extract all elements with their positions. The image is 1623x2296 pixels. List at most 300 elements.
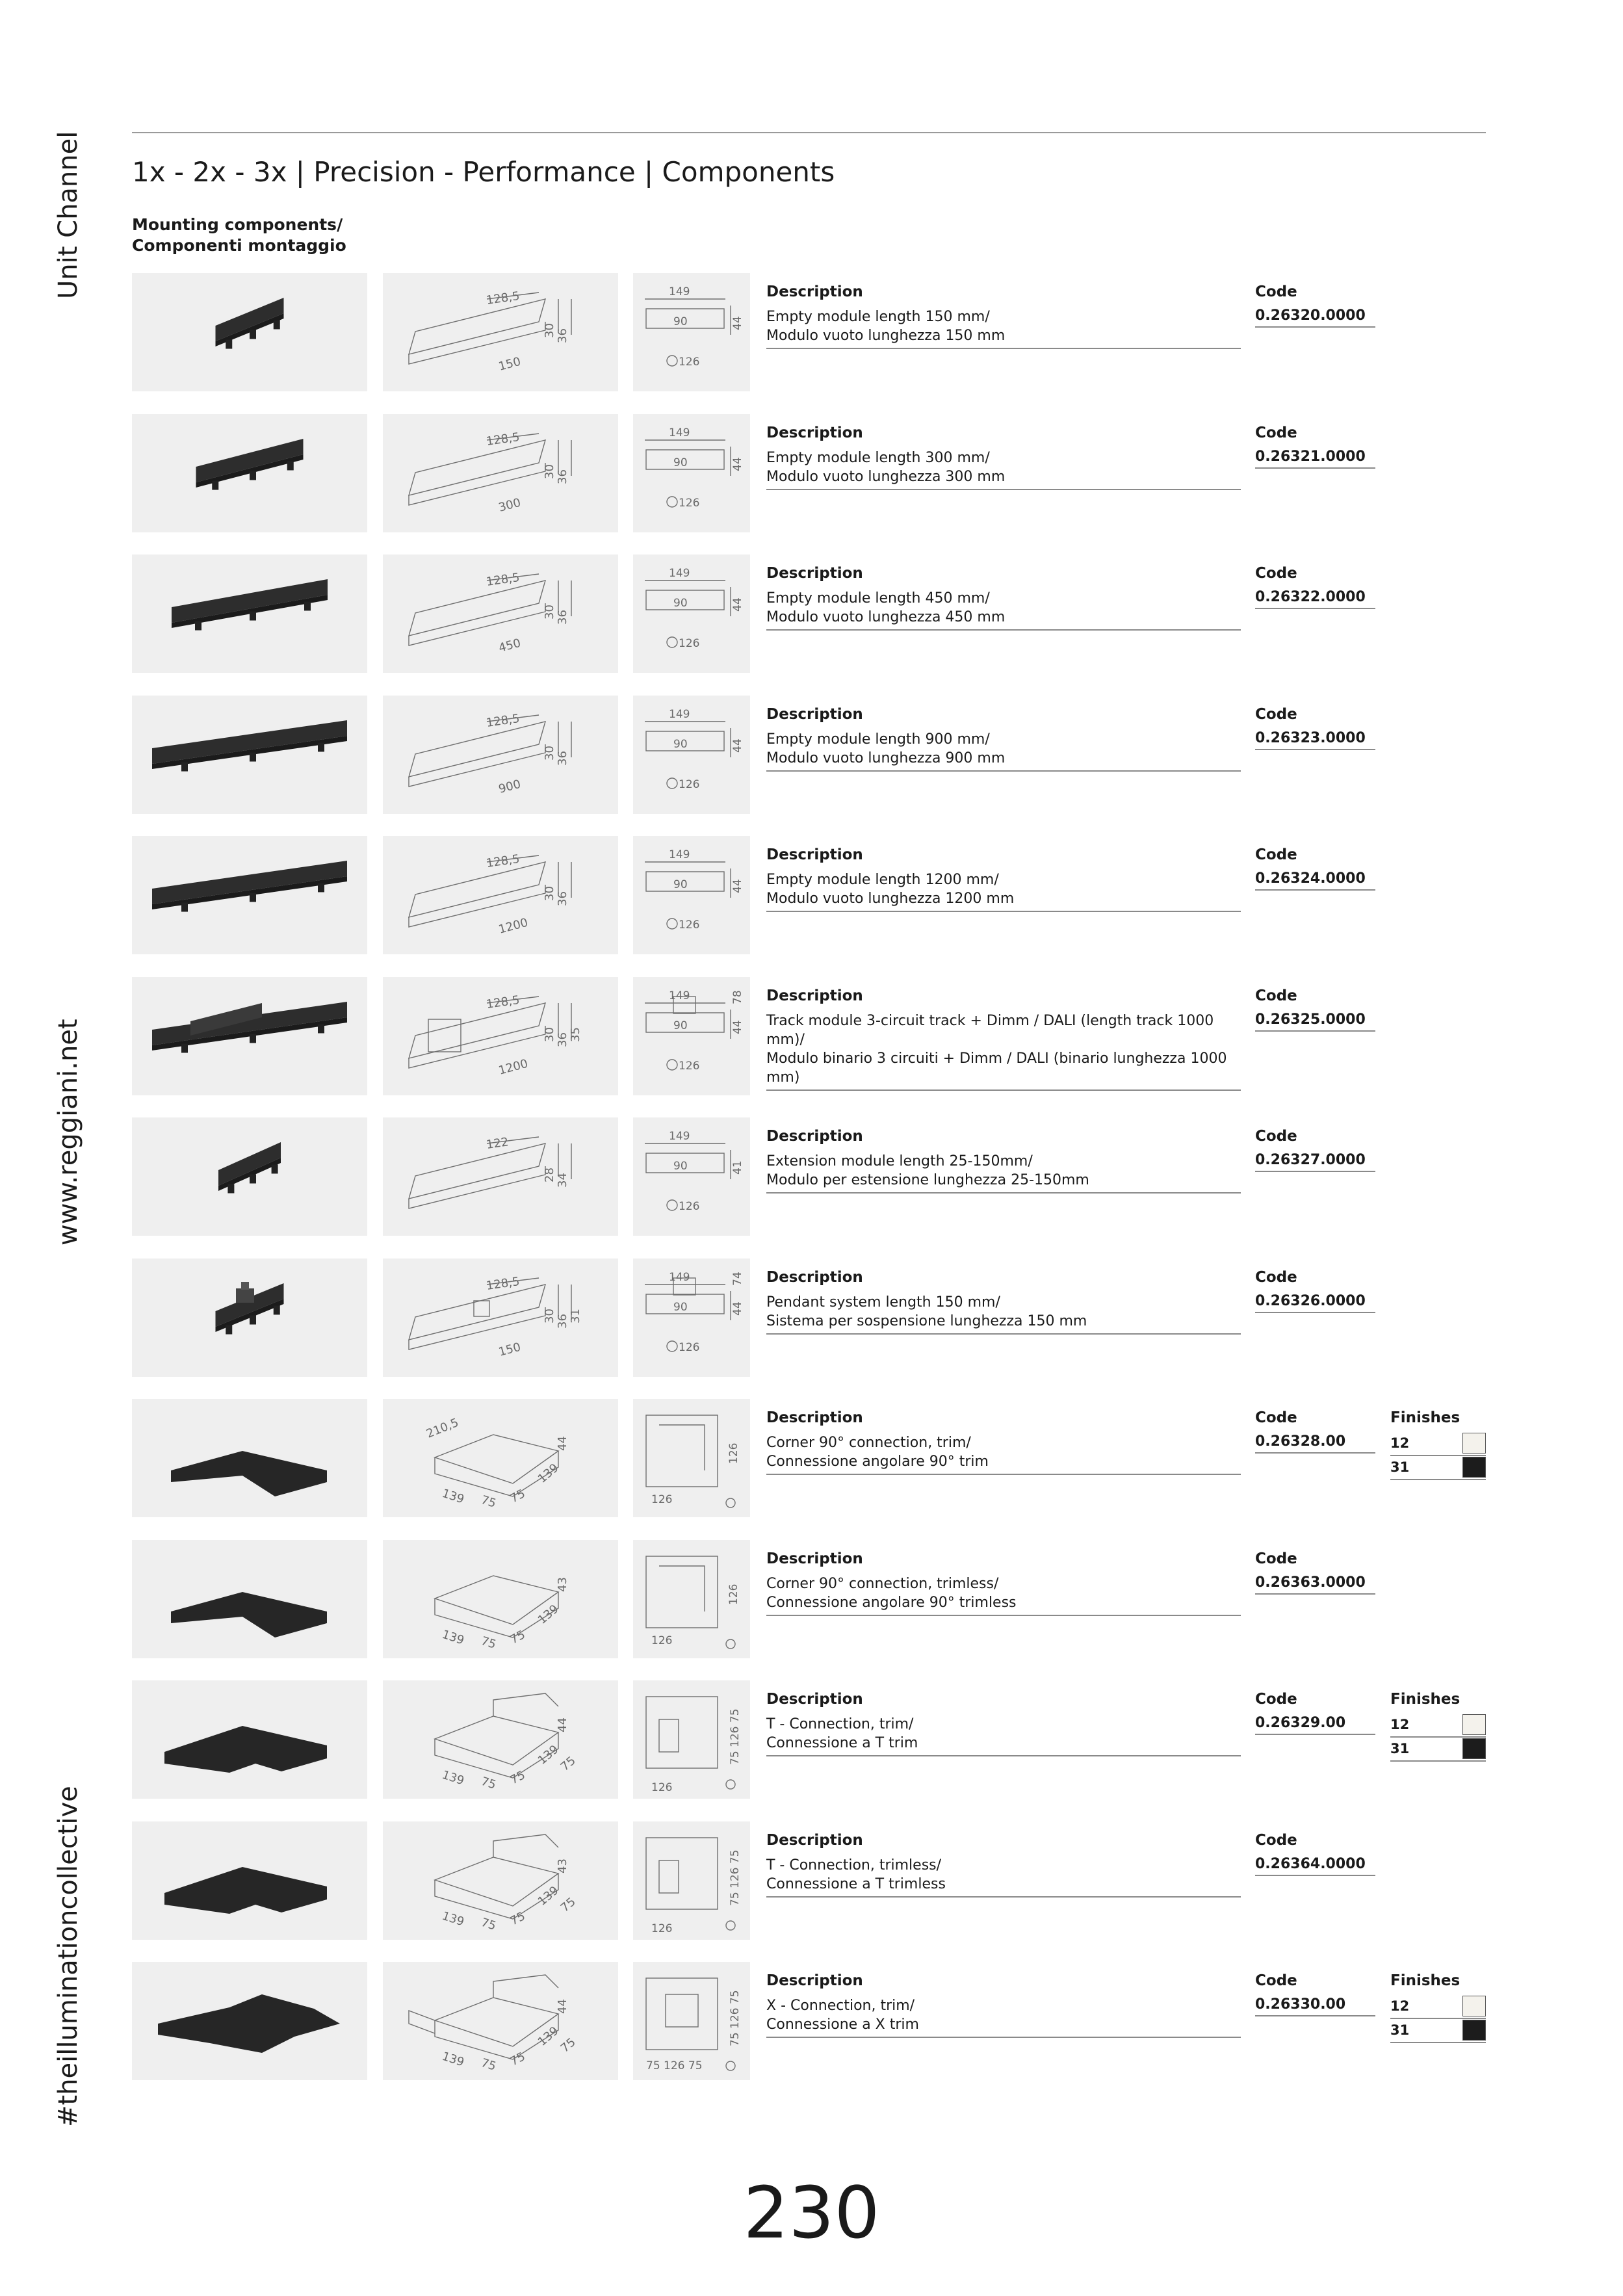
dimension-label: 90 [673,456,688,469]
dimension-label: 44 [731,316,744,330]
dimension-drawing-panel [383,1117,618,1236]
dimension-label: 30 [543,605,556,620]
dimension-label: 75 [558,2035,578,2055]
product-photo-panel [132,273,367,391]
section-drawing [633,1962,750,2080]
section-drawing-panel [633,1117,750,1236]
dimension-label: 126 [679,1200,700,1213]
description-it: Connessione a X trim [766,2016,919,2033]
description-it: Connessione a T trim [766,1735,918,1751]
finishes-label: Finishes [1390,1409,1461,1426]
section-drawing-panel [633,273,750,391]
dimension-label: 149 [669,1130,690,1143]
dimension-drawing-panel [383,554,618,673]
product-row [0,414,1623,532]
section-drawing [633,1399,750,1517]
section-drawing [633,977,750,1095]
product-description [766,1152,1241,1194]
description-it: Modulo vuoto lunghezza 1200 mm [766,891,1015,907]
section-drawing-panel [633,1680,750,1799]
dimension-label: 75 [508,2050,528,2069]
product-photo [132,696,367,814]
dimension-label: 75 126 75 [729,1708,742,1765]
product-description [766,1996,1241,2038]
description-label: Description [766,1128,863,1145]
product-row [0,273,1623,391]
product-code: 0.26328.00 [1255,1433,1375,1454]
dimension-label: 139 [535,1602,562,1627]
dimension-label: 30 [543,464,556,479]
dimension-label: 139 [535,1883,562,1909]
description-it: Modulo vuoto lunghezza 900 mm [766,750,1006,766]
dimension-drawing-panel [383,1962,618,2080]
section-drawing-panel [633,836,750,954]
dimension-label: 44 [731,597,744,612]
dimension-label: 139 [535,2024,562,2049]
description-it: Connessione a T trimless [766,1876,946,1892]
header-rule [132,132,1486,133]
section-drawing-panel [633,977,750,1095]
section-drawing-panel [633,1962,750,2080]
dimension-label: 150 [497,354,523,374]
product-photo-panel [132,414,367,532]
dimension-label: 90 [673,1160,688,1173]
product-row [0,1821,1623,1940]
description-en: Extension module length 25-150mm/ [766,1153,1033,1169]
finish-code: 12 [1390,1435,1410,1451]
product-code: 0.26363.0000 [1255,1574,1375,1595]
description-en: X - Connection, trim/ [766,1998,915,2014]
product-photo [132,1962,367,2080]
product-photo-panel [132,1399,367,1517]
dimension-label: 75 [479,2055,498,2074]
dimension-label: 126 [727,1584,740,1605]
finish-swatch [1462,1714,1486,1735]
section-drawing-panel [633,1540,750,1658]
product-row [0,836,1623,954]
page-title: 1x - 2x - 3x | Precision - Performance | Components [132,156,835,188]
product-photo-panel [132,1259,367,1377]
section-drawing [633,273,750,391]
dimension-drawing-panel [383,1540,618,1658]
product-code: 0.26324.0000 [1255,870,1375,891]
section-drawing-panel [633,414,750,532]
product-description [766,1433,1241,1475]
finishes-label: Finishes [1390,1972,1461,1989]
description-it: Modulo vuoto lunghezza 300 mm [766,469,1006,485]
product-code: 0.26322.0000 [1255,589,1375,609]
dimension-label: 28 [543,1168,556,1182]
finish-swatch [1462,1457,1486,1478]
product-photo-panel [132,1821,367,1940]
description-label: Description [766,424,863,441]
sidebar-hashtag: #theilluminationcollective [53,1786,83,2127]
dimension-drawing [383,1962,618,2080]
dimension-label: 36 [556,751,569,766]
product-code: 0.26323.0000 [1255,730,1375,750]
description-label: Description [766,1269,863,1286]
dimension-label: 128,5 [485,852,521,870]
dimension-label: 31 [569,1309,582,1324]
description-en: Corner 90° connection, trim/ [766,1435,971,1451]
dimension-label: 75 [558,1895,578,1915]
description-it: Sistema per sospensione lunghezza 150 mm [766,1313,1087,1329]
description-label: Description [766,706,863,723]
product-row [0,1399,1623,1517]
description-en: T - Connection, trimless/ [766,1857,942,1873]
dimension-label: 90 [673,878,688,891]
section-drawing [633,414,750,532]
description-en: Empty module length 300 mm/ [766,450,990,466]
dimension-label: 75 [479,1634,498,1652]
product-code: 0.26320.0000 [1255,307,1375,328]
product-photo [132,836,367,954]
finish-option [1390,1431,1486,1456]
product-row [0,1117,1623,1236]
product-description [766,307,1241,349]
product-description [766,449,1241,490]
description-label: Description [766,1832,863,1849]
description-label: Description [766,987,863,1004]
dimension-drawing [383,696,618,814]
dimension-label: 149 [669,1271,690,1284]
dimension-label: 139 [440,1627,466,1648]
product-code: 0.26326.0000 [1255,1293,1375,1313]
dimension-label: 75 [558,1754,578,1774]
product-description [766,1574,1241,1616]
section-drawing [633,554,750,673]
dimension-label: 128,5 [485,993,521,1011]
finish-code: 31 [1390,2022,1410,2038]
description-it: Connessione angolare 90° trimless [766,1595,1017,1611]
code-label: Code [1255,846,1297,863]
product-row [0,1540,1623,1658]
section-drawing-panel [633,554,750,673]
code-label: Code [1255,1691,1297,1708]
code-label: Code [1255,424,1297,441]
dimension-label: 1200 [497,1056,530,1078]
dimension-label: 90 [673,315,688,328]
dimension-label: 128,5 [485,711,521,730]
dimension-drawing [383,273,618,391]
product-photo [132,1680,367,1799]
dimension-label: 126 [727,1442,740,1464]
dimension-label: 126 [679,637,700,650]
dimension-label: 149 [669,426,690,439]
dimension-label: 90 [673,597,688,610]
product-photo-panel [132,977,367,1095]
description-label: Description [766,1972,863,1989]
dimension-label: 30 [543,1027,556,1042]
finish-option [1390,1994,1486,2019]
description-en: Corner 90° connection, trimless/ [766,1576,999,1592]
dimension-label: 30 [543,1309,556,1324]
section-drawing-panel [633,696,750,814]
dimension-label: 75 [508,1768,528,1788]
product-photo [132,1259,367,1377]
dimension-label: 90 [673,738,688,751]
product-photo [132,414,367,532]
dimension-label: 128,5 [485,430,521,449]
dimension-drawing [383,554,618,673]
product-code: 0.26330.00 [1255,1996,1375,2016]
dimension-label: 75 [479,1493,498,1511]
dimension-label: 44 [731,1301,744,1316]
dimension-label: 30 [543,746,556,761]
product-photo [132,1821,367,1940]
product-photo [132,1117,367,1236]
product-photo-panel [132,1680,367,1799]
dimension-drawing-panel [383,273,618,391]
dimension-label: 126 [651,1781,673,1794]
dimension-label: 139 [535,1461,562,1486]
product-row [0,977,1623,1095]
dimension-label: 126 [679,778,700,791]
dimension-label: 139 [535,1742,562,1768]
product-description [766,1856,1241,1898]
dimension-label: 44 [556,1999,569,2014]
dimension-drawing [383,1540,618,1658]
description-en: Track module 3-circuit track + Dimm / DALI (length track 1000 mm)/ [766,1013,1214,1048]
sidebar-title: Unit Channel [53,131,83,299]
product-photo [132,273,367,391]
dimension-label: 150 [497,1340,523,1359]
product-description [766,730,1241,772]
product-code: 0.26327.0000 [1255,1152,1375,1172]
dimension-label: 43 [556,1859,569,1873]
description-label: Description [766,846,863,863]
description-label: Description [766,565,863,582]
dimension-label: 90 [673,1301,688,1314]
code-label: Code [1255,1269,1297,1286]
code-label: Code [1255,1550,1297,1567]
description-label: Description [766,1691,863,1708]
dimension-drawing [383,1399,618,1517]
description-it: Modulo vuoto lunghezza 450 mm [766,609,1006,625]
dimension-label: 75 [508,1909,528,1929]
dimension-label: 126 [651,1634,673,1647]
dimension-label: 44 [731,457,744,471]
section-subtitle [132,215,346,256]
dimension-label: 126 [651,1493,673,1506]
dimension-label: 149 [669,989,690,1002]
product-code: 0.26321.0000 [1255,449,1375,469]
description-en: Empty module length 900 mm/ [766,731,990,748]
section-drawing [633,1540,750,1658]
dimension-label: 44 [731,1020,744,1034]
dimension-label: 75 126 75 [729,1990,742,2046]
dimension-label: 149 [669,848,690,861]
dimension-drawing-panel [383,977,618,1095]
dimension-drawing [383,1117,618,1236]
finishes-label: Finishes [1390,1691,1461,1708]
product-photo-panel [132,1540,367,1658]
section-drawing [633,836,750,954]
dimension-label: 44 [556,1436,569,1451]
description-it: Connessione angolare 90° trim [766,1454,989,1470]
description-label: Description [766,1550,863,1567]
dimension-drawing [383,1821,618,1940]
dimension-label: 41 [731,1160,744,1175]
dimension-label: 139 [440,1768,466,1788]
dimension-label: 128,5 [485,289,521,307]
section-drawing-panel [633,1821,750,1940]
code-label: Code [1255,1832,1297,1849]
dimension-label: 149 [669,285,690,298]
dimension-label: 126 [651,1922,673,1935]
product-photo-panel [132,554,367,673]
finish-swatch [1462,1996,1486,2016]
finish-option [1390,1713,1486,1738]
code-label: Code [1255,283,1297,300]
product-photo [132,554,367,673]
description-label: Description [766,283,863,300]
finish-code: 31 [1390,1459,1410,1475]
code-label: Code [1255,565,1297,582]
finish-option [1390,1737,1486,1762]
section-drawing-panel [633,1259,750,1377]
dimension-label: 122 [485,1135,510,1152]
dimension-label: 1200 [497,915,530,937]
dimension-label: 139 [440,1486,466,1507]
section-drawing [633,1259,750,1377]
section-drawing [633,1680,750,1799]
dimension-label: 34 [556,1173,569,1188]
dimension-label: 74 [731,1272,744,1286]
subtitle-it: Componenti montaggio [132,236,346,255]
product-code: 0.26325.0000 [1255,1011,1375,1032]
dimension-label: 149 [669,708,690,721]
dimension-label: 75 [479,1915,498,1933]
description-en: Empty module length 450 mm/ [766,590,990,607]
product-description [766,1011,1241,1091]
product-photo-panel [132,696,367,814]
section-drawing-panel [633,1399,750,1517]
dimension-label: 75 126 75 [729,1849,742,1906]
dimension-label: 30 [543,886,556,901]
dimension-drawing-panel [383,696,618,814]
code-label: Code [1255,1128,1297,1145]
dimension-label: 139 [440,1909,466,1929]
dimension-drawing-panel [383,1259,618,1377]
description-it: Modulo vuoto lunghezza 150 mm [766,328,1006,344]
finish-code: 12 [1390,1717,1410,1732]
dimension-label: 35 [569,1027,582,1042]
product-row [0,1680,1623,1799]
product-row [0,696,1623,814]
finish-option [1390,1455,1486,1480]
dimension-label: 44 [731,738,744,753]
product-description [766,589,1241,631]
dimension-drawing-panel [383,1680,618,1799]
product-description [766,1293,1241,1335]
page-number: 230 [743,2171,880,2254]
dimension-label: 36 [556,1314,569,1329]
dimension-label: 36 [556,328,569,343]
dimension-label: 90 [673,1019,688,1032]
dimension-drawing [383,1259,618,1377]
dimension-label: 36 [556,469,569,484]
subtitle-en: Mounting components/ [132,215,343,234]
dimension-label: 126 [679,1341,700,1354]
finish-code: 12 [1390,1998,1410,2014]
dimension-drawing-panel [383,414,618,532]
dimension-label: 75 126 75 [646,2059,703,2072]
dimension-label: 36 [556,610,569,625]
dimension-drawing-panel [383,1821,618,1940]
dimension-label: 36 [556,1032,569,1047]
dimension-drawing [383,1680,618,1799]
code-label: Code [1255,1972,1297,1989]
product-row [0,1962,1623,2080]
dimension-label: 126 [679,356,700,369]
code-label: Code [1255,706,1297,723]
product-photo [132,977,367,1095]
description-en: Pendant system length 150 mm/ [766,1294,1000,1311]
product-photo [132,1540,367,1658]
product-photo-panel [132,836,367,954]
description-en: Empty module length 150 mm/ [766,309,990,325]
product-row [0,554,1623,673]
description-label: Description [766,1409,863,1426]
dimension-label: 126 [679,919,700,932]
section-drawing [633,1821,750,1940]
dimension-drawing [383,836,618,954]
dimension-label: 128,5 [485,570,521,589]
dimension-label: 75 [479,1774,498,1792]
product-photo-panel [132,1962,367,2080]
description-it: Modulo binario 3 circuiti + Dimm / DALI (binario lunghezza 1000 mm) [766,1050,1227,1086]
dimension-drawing [383,414,618,532]
dimension-label: 900 [497,777,523,796]
dimension-label: 75 [508,1487,528,1506]
product-row [0,1259,1623,1377]
finish-code: 31 [1390,1741,1410,1756]
finish-option [1390,2018,1486,2043]
product-photo [132,1399,367,1517]
dimension-label: 75 [508,1628,528,1647]
dimension-label: 128,5 [485,1274,521,1293]
code-label: Code [1255,987,1297,1004]
dimension-drawing-panel [383,836,618,954]
code-label: Code [1255,1409,1297,1426]
dimension-label: 30 [543,323,556,338]
description-it: Modulo per estensione lunghezza 25-150mm [766,1172,1089,1188]
dimension-label: 126 [679,1060,700,1073]
dimension-label: 43 [556,1577,569,1592]
product-description [766,1715,1241,1756]
dimension-label: 300 [497,495,523,515]
dimension-label: 149 [669,567,690,580]
product-code: 0.26364.0000 [1255,1856,1375,1876]
sidebar-website: www.reggiani.net [53,1019,83,1246]
dimension-label: 126 [679,497,700,510]
dimension-label: 44 [556,1717,569,1732]
dimension-label: 210,5 [424,1415,461,1441]
product-photo-panel [132,1117,367,1236]
dimension-drawing [383,977,618,1095]
finish-swatch [1462,2020,1486,2041]
dimension-label: 450 [497,636,523,655]
dimension-label: 36 [556,891,569,906]
dimension-drawing-panel [383,1399,618,1517]
dimension-label: 78 [731,990,744,1004]
finish-swatch [1462,1738,1486,1759]
product-code: 0.26329.00 [1255,1715,1375,1735]
dimension-label: 44 [731,879,744,893]
section-drawing [633,696,750,814]
finish-swatch [1462,1433,1486,1454]
